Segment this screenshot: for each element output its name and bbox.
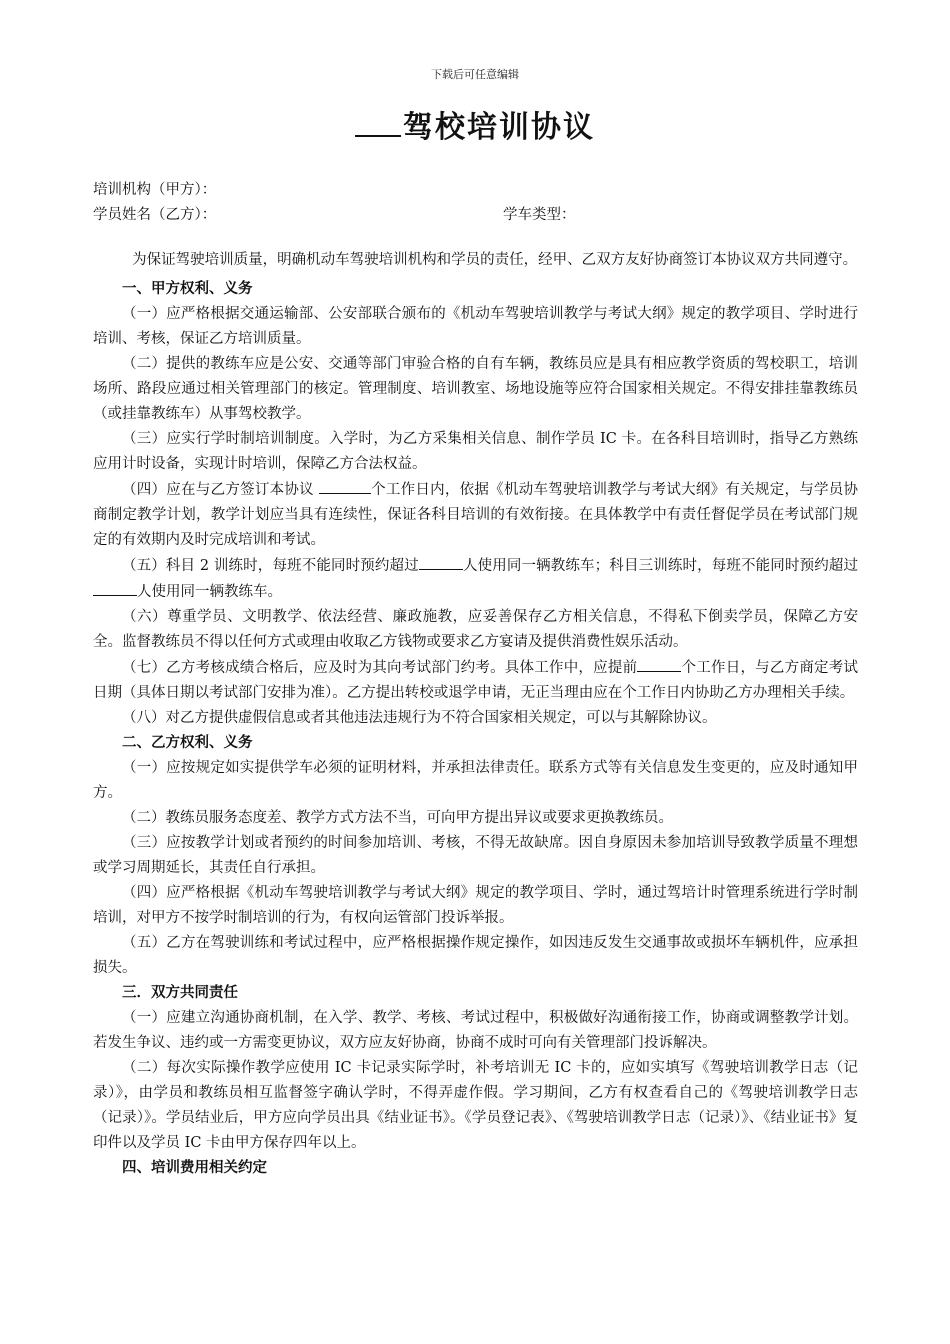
clause-a5 [93, 553, 858, 605]
institution-field [93, 178, 216, 199]
blank-line [419, 553, 463, 570]
clause-b4: （四）应严格根据《机动车驾驶培训教学与考试大纲》规定的教学项目、学时，通过驾培计时管理系统进行学时制培训，对甲方不按学时制培训的行为，有权向运管部门投诉举报。 [93, 885, 858, 926]
intro-paragraph: 为保证驾驶培训质量，明确机动车驾驶培训机构和学员的责任，经甲、乙双方友好协商签订本协议双方共同遵守。 [132, 252, 858, 268]
section-heading-party-b: 二、乙方权利、义务 [122, 735, 253, 751]
clause-a7 [93, 655, 858, 706]
clause-a7-part1: （七）乙方考核成绩合格后，应及时为其向考试部门约考。具体工作中，应提前 [122, 660, 638, 676]
section-heading-party-a: 一、甲方权利、义务 [122, 281, 253, 297]
clause-b1: （一）应按规定如实提供学车必须的证明材料，并承担法律责任。联系方式等有关信息发生变更的，应及时通知甲方。 [93, 760, 858, 801]
clause-a4-pre: （四）应在与乙方签订本协议 [122, 482, 319, 498]
clause-a4 [93, 477, 858, 553]
clause-c2: （二）每次实际操作教学应使用 IC 卡记录实际学时，补考培训无 IC 卡的，应如实填写《驾驶培训教学日志（记录）》，由学员和教练员相互监督签字确认学时，不得弄虚作假。学习期间，乙方有权查看自己的《驾驶培训教学日志（记录）》。学员结业后，甲方应向学员出具《结业证书》。《学员登记表》、《驾驶培训教学日志（记录）》、《结业证书》复印件以及学员 IC 卡由甲方保存四年以上。 [93, 1060, 858, 1151]
student-field-row [93, 203, 853, 224]
page-title [0, 102, 950, 146]
clause-a1: （一）应严格根据交通运输部、公安部联合颁布的《机动车驾驶培训教学与考试大纲》规定的教学项目、学时进行培训、考核，保证乙方培训质量。 [93, 306, 858, 347]
clause-a3: （三）应实行学时制培训制度。入学时，为乙方采集相关信息、制作学员 IC 卡。在各科目培训时，指导乙方熟练应用计时设备，实现计时培训，保障乙方合法权益。 [93, 431, 858, 472]
clause-b3: （三）应按教学计划或者预约的时间参加培训、考核，不得无故缺席。因自身原因未参加培训导致教学质量不理想或学习周期延长，其责任自行承担。 [93, 835, 858, 876]
title-blank-line [355, 109, 401, 137]
blank-line [319, 477, 371, 494]
section-heading-fees: 四、培训费用相关约定 [122, 1160, 267, 1176]
clause-a6: （六）尊重学员、文明教学、依法经营、廉政施教，应妥善保存乙方相关信息，不得私下倒卖学员，保障乙方安全。监督教练员不得以任何方式或理由收取乙方钱物或要求乙方宴请及提供消费性娱乐活动。 [93, 609, 858, 650]
clause-a7-part2: 个工作日，与乙方商定考试日期（具体日期以考试部门安排为准）。乙方提出转校或退学申请，无正当理由应在个工作日内协助乙方办理相关手续。 [93, 660, 859, 701]
section-heading-joint: 三．双方共同责任 [122, 985, 238, 1001]
clause-a8: （八）对乙方提供虚假信息或者其他违法违规行为不符合国家相关规定，可以与其解除协议。 [122, 710, 717, 726]
clause-a5-part1: （五）科目 2 训练时，每班不能同时预约超过 [122, 558, 419, 574]
title-text: 驾校培训协议 [403, 110, 595, 145]
agreement-body [93, 248, 858, 1181]
clause-a5-part3: 人使用同一辆教练车。 [137, 584, 282, 600]
clause-b2: （二）教练员服务态度差、教学方式方法不当，可向甲方提出异议或要求更换教练员。 [122, 810, 673, 826]
student-name-label: 学员姓名（乙方）： [93, 207, 217, 223]
institution-label: 培训机构（甲方）： [93, 182, 217, 198]
header-note: 下载后可任意编辑 [431, 68, 519, 81]
blank-line [93, 579, 137, 596]
vehicle-type-label: 学车类型： [503, 207, 576, 223]
clause-a4-post: 个工作日内，依据《机动车驾驶培训教学与考试大纲》有关规定，与学员协商制定教学计划，教学计划应当具有连续性，保证各科目培训的有效衔接。在具体教学中有责任督促学员在考试部门规定的有效期内及时完成培训和考试。 [93, 482, 859, 548]
clause-c1: （一）应建立沟通协商机制，在入学、教学、考核、考试过程中，积极做好沟通衔接工作，协商或调整教学计划。若发生争议、违约或一方需变更协议，双方应友好协商，协商不成时可向有关管理部门投诉解决。 [93, 1010, 858, 1051]
clause-a2: （二）提供的教练车应是公安、交通等部门审验合格的自有车辆，教练员应是具有相应教学资质的驾校职工，培训场所、路段应通过相关管理部门的核定。管理制度、培训教室、场地设施等应符合国家相关规定。不得安排挂靠教练员（或挂靠教练车）从事驾校教学。 [93, 356, 858, 422]
blank-line [637, 655, 681, 672]
clause-b5: （五）乙方在驾驶训练和考试过程中，应严格根据操作规定操作，如因违反发生交通事故或损坏车辆机件，应承担损失。 [93, 935, 858, 976]
clause-a5-part2: 人使用同一辆教练车；科目三训练时，每班不能同时预约超过 [462, 558, 858, 574]
